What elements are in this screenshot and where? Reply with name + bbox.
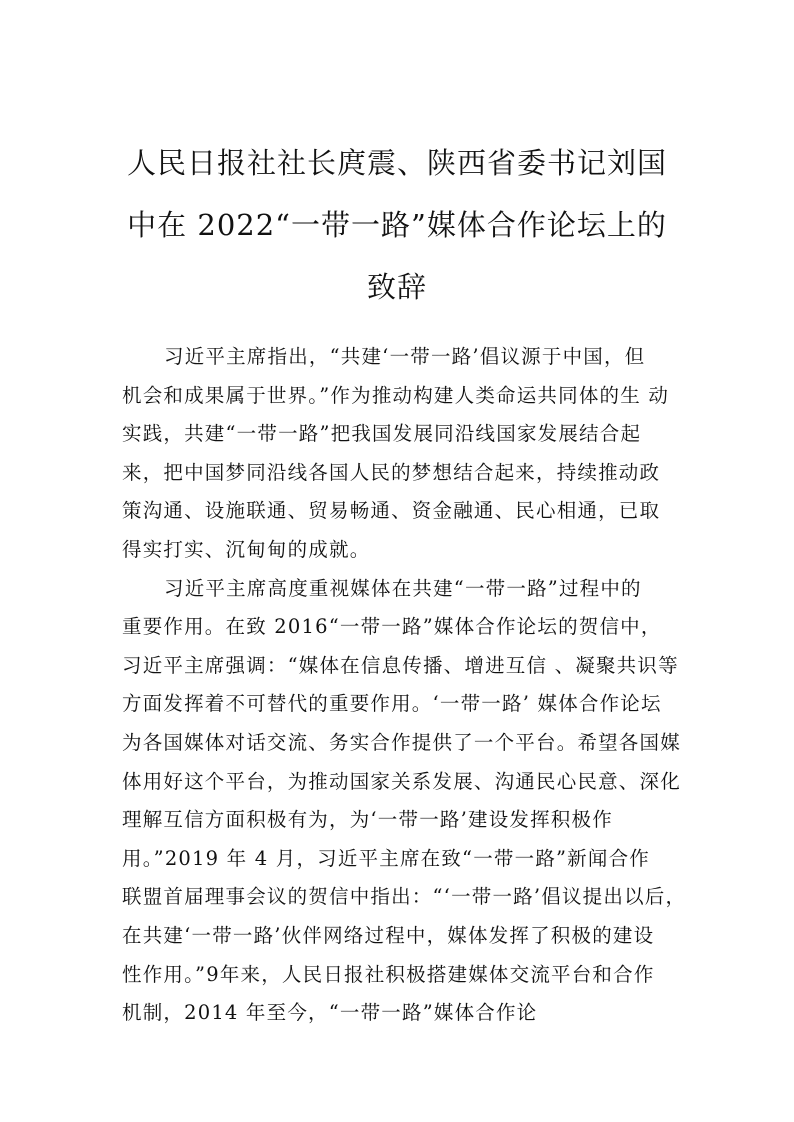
paragraph-2-line: 为各国媒体对话交流、务实合作提供了一个平台。希望各国媒 bbox=[122, 730, 681, 754]
paragraph-2-line: 习近平主席强调：“媒体在信息传播、增进互信 、凝聚共识等 bbox=[122, 653, 679, 677]
paragraph-1-line: 得实打实、沉甸甸的成就。 bbox=[122, 537, 371, 561]
title-line: 中在 2022“一带一路”媒体合作论坛上的 bbox=[127, 208, 667, 242]
paragraph-2-line: 机制，2014 年至今，“一带一路”媒体合作论 bbox=[122, 1001, 538, 1025]
paragraph-1-line: 实践，共建“一带一路”把我国发展同沿线国家发展结合起 bbox=[122, 422, 642, 446]
paragraph-1-line: 策沟通、设施联通、贸易畅通、资金融通、民心相通，已取 bbox=[122, 499, 661, 523]
paragraph-1-line: 来，把中国梦同沿线各国人民的梦想结合起来，持续推动政 bbox=[122, 460, 661, 484]
paragraph-2-line: 重要作用。在致 2016“一带一路”媒体合作论坛的贺信中， bbox=[122, 615, 662, 639]
paragraph-2-line: 用。”2019 年 4 月，习近平主席在致“一带一路”新闻合作 bbox=[122, 846, 650, 870]
paragraph-1-line: 机会和成果属于世界。”作为推动构建人类命运共同体的生 动 bbox=[122, 383, 670, 407]
paragraph-2-line: 性作用。”9年来，人民日报社积极搭建媒体交流平台和合作 bbox=[122, 962, 655, 986]
paragraph-2-line: 体用好这个平台，为推动国家关系发展、沟通民心民意、深化 bbox=[122, 769, 681, 793]
paragraph-2-line: 联盟首届理事会议的贺信中指出：“‘一带一路’倡议提出以后， bbox=[122, 885, 687, 909]
document-title bbox=[110, 132, 684, 318]
paragraph-1-line: 习近平主席指出，“共建‘一带一路’倡议源于中国，但 bbox=[164, 345, 646, 368]
title-line: 致辞 bbox=[366, 270, 427, 304]
paragraph-2-line: 在共建‘一带一路’伙伴网络过程中，媒体发挥了积极的建设 bbox=[122, 923, 655, 947]
title-line: 人民日报社社长庹震、陕西省委书记刘国 bbox=[126, 146, 667, 180]
paragraph-2-line: 习近平主席高度重视媒体在共建“一带一路”过程中的 bbox=[164, 576, 642, 600]
paragraph-2-line: 理解互信方面积极有为，为‘一带一路’建设发挥积极作 bbox=[122, 808, 613, 832]
document-body bbox=[122, 338, 692, 1033]
paragraph-2-line: 方面发挥着不可替代的重要作用。‘一带一路’ 媒体合作论坛 bbox=[122, 692, 662, 716]
